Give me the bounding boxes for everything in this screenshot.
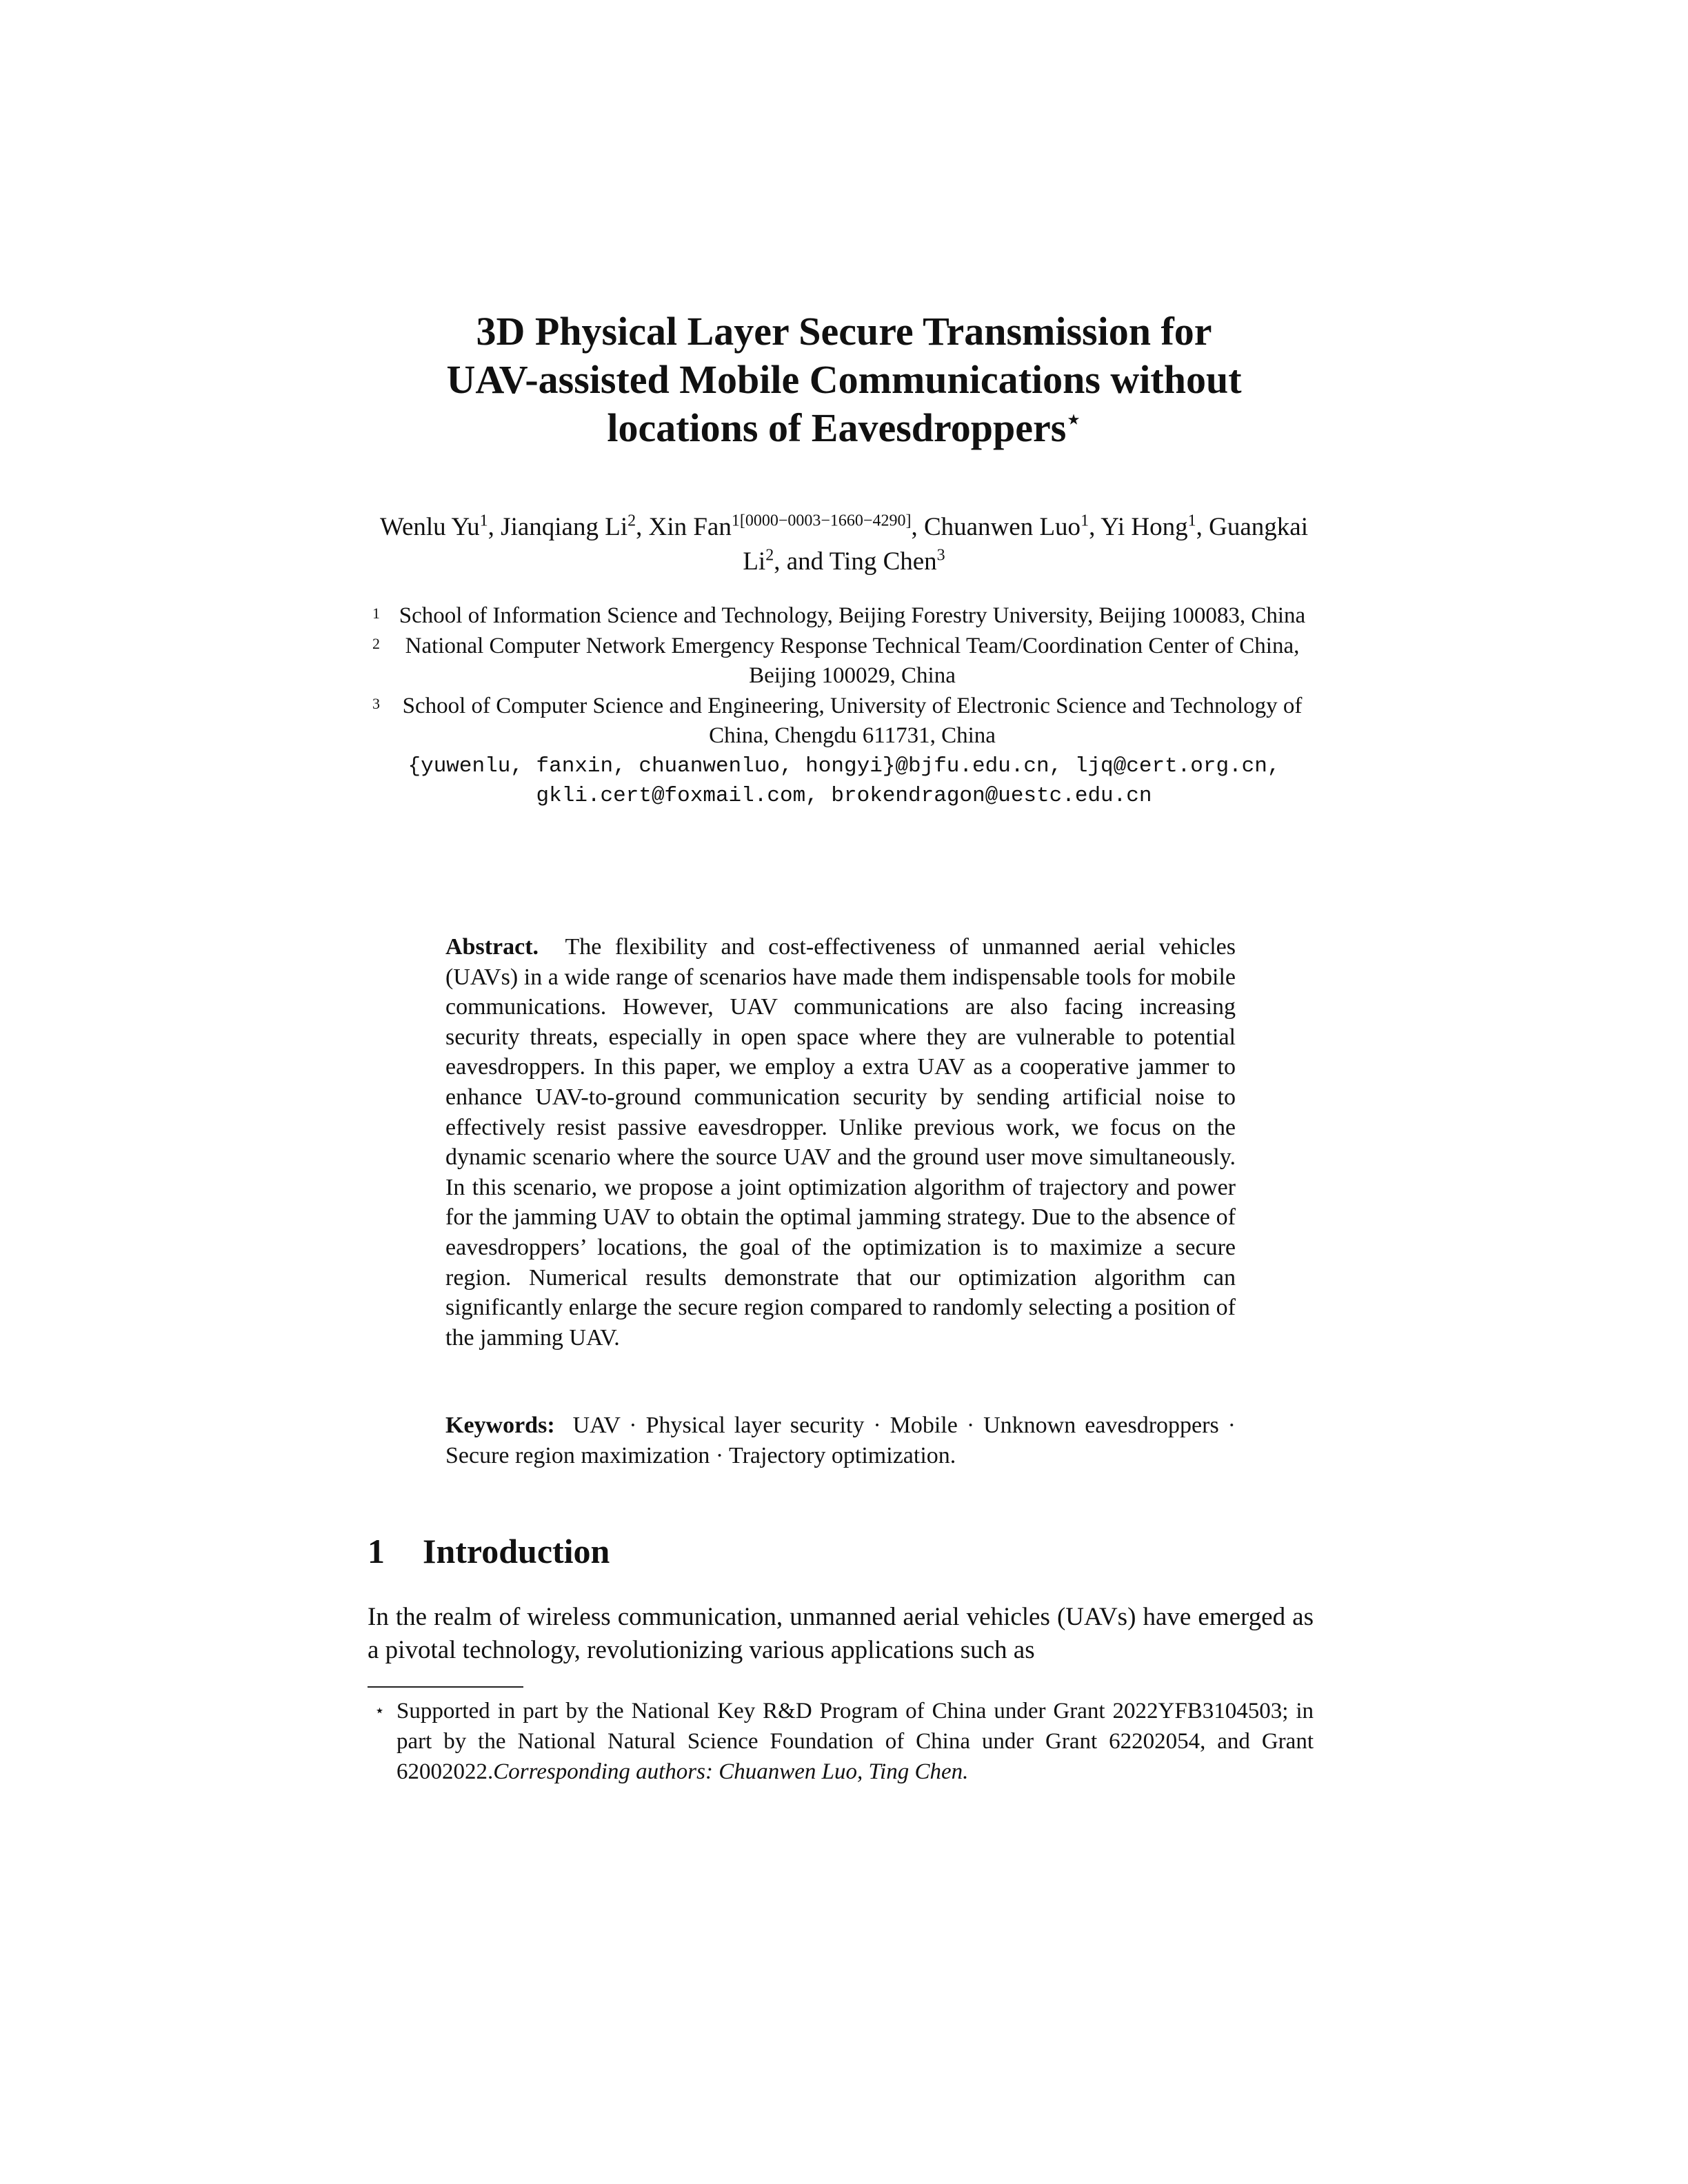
section-heading [368, 1530, 1333, 1572]
author: Chuanwen Luo$^1$, [923, 512, 1101, 541]
abstract-label: Abstract. [445, 934, 539, 960]
author-list [365, 510, 1323, 579]
author: Jianqiang Li$^2$, [501, 512, 649, 541]
affiliation-number: 3 [372, 694, 380, 712]
affiliations [365, 601, 1323, 811]
footnote-corresponding: Corresponding authors: Chuanwen Luo, Ting Chen. [493, 1759, 969, 1784]
author: Wenlu Yu$^1$, [380, 512, 501, 541]
keywords-text: UAV · Physical layer security · Mobile · Unknown eavesdroppers · Secure region maximization · Trajectory optimization. [445, 1413, 1236, 1468]
title-line-3 [359, 404, 1329, 452]
affiliation-text: National Computer Network Emergency Response Technical Team/Coordination Center of China, Beijing 100029, China [405, 633, 1300, 688]
section-number: 1 [368, 1532, 385, 1570]
footnote-mark: ⋆ [374, 1702, 385, 1720]
introduction-paragraph: In the realm of wireless communication, unmanned aerial vehicles (UAVs) have emerged as a pivotal technology, revolutionizing various applications such as [368, 1603, 1314, 1664]
affiliation [365, 691, 1323, 751]
title-line-2: UAV-assisted Mobile Communications without [446, 357, 1242, 402]
affiliation-text: School of Information Science and Technology, Beijing Forestry University, Beijing 100083, China [399, 603, 1306, 628]
title-line-1: 3D Physical Layer Secure Transmission for [476, 309, 1212, 354]
keywords [445, 1410, 1236, 1470]
title-footnote-mark: ⋆ [1066, 407, 1081, 433]
author: Yi Hong$^1$, [1101, 512, 1209, 541]
abstract-text: The flexibility and cost-effectiveness of unmanned aerial vehicles (UAVs) in a wide range of scenarios have made them indispensable tools for mobile communications. However, UAV communications are also facing increasing security threats, especially in open space where they are vulnerable to potential eavesdroppers. In this paper, we employ a extra UAV as a cooperative jammer to enhance UAV-to-ground communication security by sending artificial noise to effectively resist passive eavesdropper. Unlike previous work, we focus on the dynamic scenario where the source UAV and the ground user move simultaneously. In this scenario, we propose a joint optimization algorithm of trajectory and power for the jamming UAV to obtain the optimal jamming strategy. Due to the absence of eavesdroppers’ locations, the goal of the optimization is to maximize a secure region. Numerical results demonstrate that our optimization algorithm can significantly enlarge the secure region compared to randomly selecting a position of the jamming UAV. [445, 934, 1236, 1351]
author: Xin Fan$^{1[0000-0003-1660-4290]}$, [648, 512, 924, 541]
affiliation [365, 631, 1323, 691]
footnote [368, 1696, 1314, 1787]
affiliation-number: 1 [372, 605, 380, 622]
paper-title [359, 307, 1329, 452]
footnote-divider [368, 1686, 523, 1688]
abstract [445, 932, 1236, 1353]
footnote-text: Supported in part by the National Key R&D Program of China under Grant 2022YFB3104503; in part by the National Natural Science Foundation of China under Grant 62202054, and Grant 62002022. [396, 1699, 1314, 1784]
keywords-label: Keywords: [445, 1413, 555, 1438]
affiliation-number: 2 [372, 634, 380, 652]
affiliation [365, 601, 1323, 631]
affiliation-text: School of Computer Science and Engineering, University of Electronic Science and Technology of China, Chengdu 611731, China [402, 693, 1303, 748]
footnote-body [396, 1696, 1314, 1787]
author-emails: {yuwenlu, fanxin, chuanwenluo, hongyi}@bjfu.edu.cn, ljq@cert.org.cn, gkli.cert@foxmail.com, brokendragon@uestc.edu.cn [408, 754, 1280, 808]
author: Guangkai Li$^2$, and [743, 513, 1308, 576]
title-line-3-text: locations of Eavesdroppers [607, 405, 1067, 450]
section-title: Introduction [423, 1532, 610, 1570]
author: Ting Chen$^3$ [829, 546, 945, 576]
